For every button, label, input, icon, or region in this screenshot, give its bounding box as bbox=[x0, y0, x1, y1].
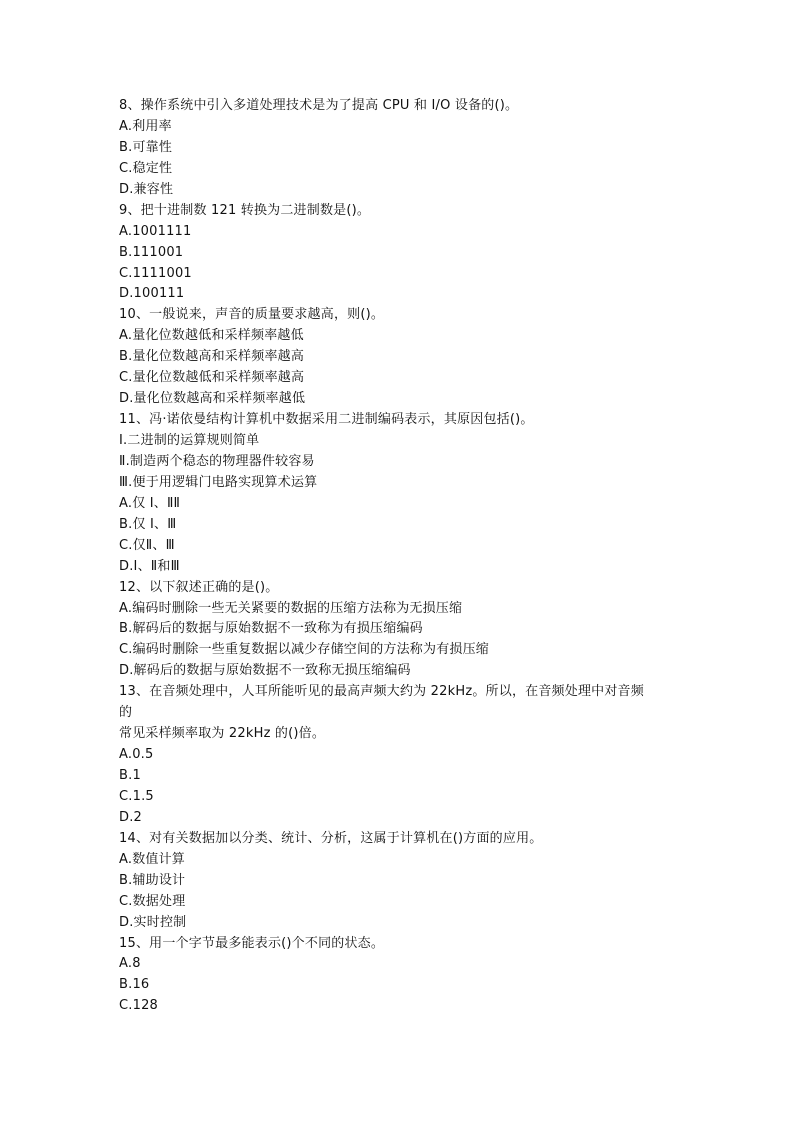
question-10-option-b: B.量化位数越高和采样频率越高 bbox=[119, 349, 305, 365]
question-8-stem: 8、操作系统中引入多道处理技术是为了提高 CPU 和 I/O 设备的()。 bbox=[119, 98, 519, 113]
question-13-option-b: B.1 bbox=[119, 768, 141, 783]
question-15-option-b: B.16 bbox=[119, 977, 150, 993]
question-11-option-d: D.I、Ⅱ和Ⅲ bbox=[119, 558, 180, 574]
question-10-stem: 10、一般说来，声音的质量要求越高，则()。 bbox=[119, 307, 385, 323]
question-13-stem-line-3: 常见采样频率取为 22kHz 的()倍。 bbox=[119, 726, 326, 742]
question-15-stem: 15、用一个字节最多能表示()个不同的状态。 bbox=[119, 935, 385, 951]
question-12-option-d: D.解码后的数据与原始数据不一致称无损压缩编码 bbox=[119, 663, 411, 679]
question-text-block bbox=[119, 96, 679, 1017]
question-11-statement-1: I.二进制的运算规则简单 bbox=[119, 433, 260, 448]
question-11-statement-2: Ⅱ.制造两个稳态的物理器件较容易 bbox=[119, 453, 315, 469]
question-9-option-d: D.100111 bbox=[119, 286, 185, 302]
question-15-option-a: A.8 bbox=[119, 956, 141, 972]
question-14-option-a: A.数值计算 bbox=[119, 851, 185, 867]
question-14-option-d: D.实时控制 bbox=[119, 914, 187, 930]
question-15-option-c: C.128 bbox=[119, 998, 159, 1014]
question-11-statement-3: Ⅲ.便于用逻辑门电路实现算术运算 bbox=[119, 474, 318, 490]
question-12-option-c: C.编码时删除一些重复数据以减少存储空间的方法称为有损压缩 bbox=[119, 642, 490, 658]
question-8-option-c: C.稳定性 bbox=[119, 160, 173, 176]
question-12-option-a: A.编码时删除一些无关紧要的数据的压缩方法称为无损压缩 bbox=[119, 600, 463, 616]
question-10-option-d: D.量化位数越高和采样频率越低 bbox=[119, 391, 306, 407]
question-13-option-d: D.2 bbox=[119, 809, 143, 825]
question-8-option-d: D.兼容性 bbox=[119, 181, 174, 197]
question-11-option-a: A.仅 I、ⅡⅡ bbox=[119, 495, 181, 511]
question-11-stem: 11、冯·诺依曼结构计算机中数据采用二进制编码表示，其原因包括()。 bbox=[119, 412, 534, 428]
question-10-option-c: C.量化位数越低和采样频率越高 bbox=[119, 370, 305, 386]
question-9-option-a: A.1001111 bbox=[119, 223, 192, 239]
question-14-option-c: C.数据处理 bbox=[119, 893, 186, 909]
question-12-stem: 12、以下叙述正确的是()。 bbox=[119, 579, 279, 595]
question-9-stem: 9、把十进制数 121 转换为二进制数是()。 bbox=[119, 202, 371, 218]
question-8-option-a: A.利用率 bbox=[119, 118, 172, 134]
question-11-option-c: C.仅Ⅱ、Ⅲ bbox=[119, 537, 175, 553]
question-13-stem-line-1: 13、在音频处理中，人耳所能听见的最高声频大约为 22kHz。所以，在音频处理中对音频 bbox=[119, 684, 644, 700]
question-13-option-a: A.0.5 bbox=[119, 747, 154, 763]
question-8-option-b: B.可靠性 bbox=[119, 139, 173, 155]
question-9-option-b: B.111001 bbox=[119, 244, 184, 260]
question-10-option-a: A.量化位数越低和采样频率越低 bbox=[119, 328, 304, 344]
question-13-option-c: C.1.5 bbox=[119, 788, 154, 804]
question-14-option-b: B.辅助设计 bbox=[119, 872, 186, 888]
question-12-option-b: B.解码后的数据与原始数据不一致称为有损压缩编码 bbox=[119, 621, 423, 637]
question-11-option-b: B.仅 I、Ⅲ bbox=[119, 516, 177, 532]
question-14-stem: 14、对有关数据加以分类、统计、分析，这属于计算机在()方面的应用。 bbox=[119, 830, 543, 846]
question-13-stem-line-2: 的 bbox=[119, 705, 133, 721]
question-9-option-c: C.1111001 bbox=[119, 265, 192, 281]
